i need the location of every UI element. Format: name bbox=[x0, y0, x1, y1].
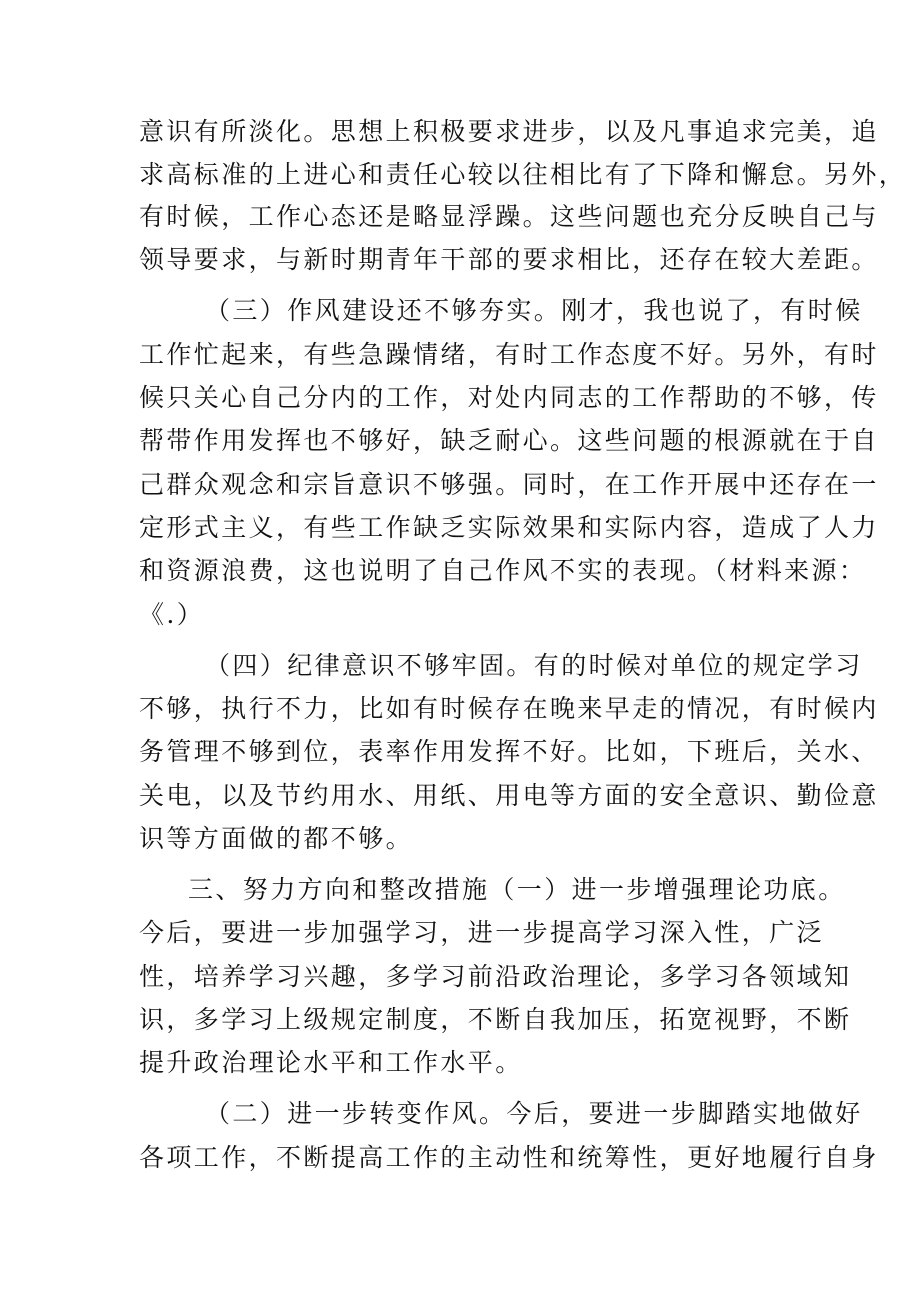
text-line: （四）纪律意识不够牢固。有的时候对单位的规定学习 bbox=[205, 651, 863, 680]
text-line: 提升政治理论水平和工作水平。 bbox=[139, 1048, 523, 1077]
text-line: 候只关心自己分内的工作，对处内同志的工作帮助的不够，传 bbox=[139, 383, 879, 412]
text-line: 务管理不够到位，表率作用发挥不好。比如，下班后，关水、 bbox=[139, 737, 879, 766]
text-line: 《.） bbox=[139, 600, 205, 629]
text-line: 各项工作，不断提高工作的主动性和统筹性，更好地履行自身 bbox=[139, 1143, 879, 1172]
text-line: （三）作风建设还不够夯实。刚才，我也说了，有时候 bbox=[205, 296, 863, 325]
section-heading: 三、努力方向和整改措施（一）进一步增强理论功底。 bbox=[188, 875, 846, 904]
text-line: 定形式主义，有些工作缺乏实际效果和实际内容，造成了人力 bbox=[139, 513, 879, 542]
text-line: 性，培养学习兴趣，多学习前沿政治理论，多学习各领域知 bbox=[139, 962, 852, 991]
text-line: 今后，要进一步加强学习，进一步提高学习深入性，广泛 bbox=[139, 918, 825, 947]
text-line: 不够，执行不力，比如有时候存在晚来早走的情况，有时候内 bbox=[139, 694, 879, 723]
text-line: 关电，以及节约用水、用纸、用电等方面的安全意识、勤俭意 bbox=[139, 781, 879, 810]
text-line: 意识有所淡化。思想上积极要求进步，以及凡事追求完美，追 bbox=[139, 117, 879, 146]
text-line: 己群众观念和宗旨意识不够强。同时，在工作开展中还存在一 bbox=[139, 470, 879, 499]
text-line: 帮带作用发挥也不够好，缺乏耐心。这些问题的根源就在于自 bbox=[139, 426, 879, 455]
text-line: 识等方面做的都不够。 bbox=[139, 824, 414, 853]
text-line: 有时候，工作心态还是略显浮躁。这些问题也充分反映自己与 bbox=[139, 202, 879, 231]
text-line: 和资源浪费，这也说明了自己作风不实的表现。（材料来源： bbox=[139, 556, 867, 585]
text-line: 领导要求，与新时期青年干部的要求相比，还存在较大差距。 bbox=[139, 245, 879, 274]
text-line: 工作忙起来，有些急躁情绪，有时工作态度不好。另外，有时 bbox=[139, 340, 879, 369]
text-line: （二）进一步转变作风。今后，要进一步脚踏实地做好 bbox=[205, 1099, 863, 1128]
text-line: 识，多学习上级规定制度，不断自我加压，拓宽视野，不断 bbox=[139, 1005, 852, 1034]
text-line: 求高标准的上进心和责任心较以往相比有了下降和懈怠。另外， bbox=[139, 160, 907, 189]
